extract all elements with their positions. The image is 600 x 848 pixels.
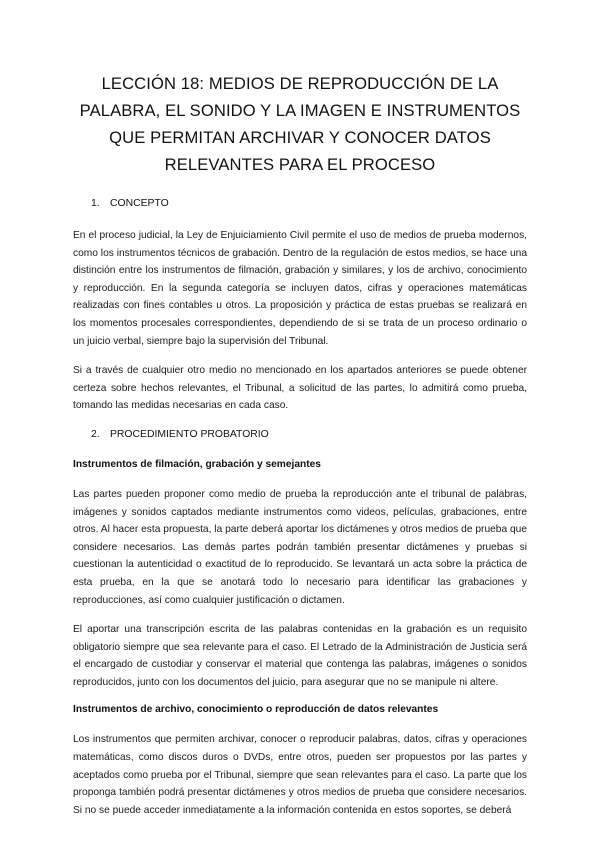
subsection-heading: Instrumentos de filmación, grabación y semejantes — [73, 458, 321, 470]
section-number: 2. — [91, 428, 100, 440]
paragraph: Los instrumentos que permiten archivar, conocer o reproducir palabras, datos, cifras y operaciones matemáticas, como discos duros o DVDs, entre otros, pueden ser propuestos por las partes y aceptados como prueba por el Tribunal, siempre que sean relevantes para el caso. La parte que los proponga también podrá presentar dictámenes y otros medios de prueba que considere necesarios. Si no se puede acceder inmediatamente a la información contenida en estos soportes, se deberá — [73, 734, 527, 816]
paragraph: Las partes pueden proponer como medio de prueba la reproducción ante el tribunal de palabras, imágenes y sonidos captados mediante instrumentos como videos, películas, grabaciones, entre otros. Al hacer esta propuesta, la parte deberá aportar los dictámenes y otros medios de prueba que considere necesarios. Las demás partes podrán también presentar dictámenes y pruebas si cuestionan la autenticidad o exactitud de lo reproducido. Se levantará un acta sobre la práctica de esta prueba, en la que se anotará todo lo necesario para identificar las grabaciones y reproducciones, así como cualquier justificación o dictamen. — [73, 488, 527, 606]
document-title: LECCIÓN 18: MEDIOS DE REPRODUCCIÓN DE LA PALABRA, EL SONIDO Y LA IMAGEN E INSTRUMENTOS QUE PERMITAN ARCHIVAR Y CONOCER DATOS RELEVANTES PARA EL PROCESO — [79, 74, 521, 174]
section-heading-concepto — [91, 197, 527, 211]
section-title: CONCEPTO — [110, 198, 169, 209]
subsection-heading: Instrumentos de archivo, conocimiento o reproducción de datos relevantes — [73, 704, 439, 716]
paragraph: Si a través de cualquier otro medio no mencionado en los apartados anteriores se puede obtener certeza sobre hechos relevantes, el Tribunal, a solicitud de las partes, lo admitirá como prueba, tomando las medidas necesarias en cada caso. — [73, 365, 527, 412]
section-number: 1. — [91, 198, 100, 209]
paragraph: En el proceso judicial, la Ley de Enjuiciamiento Civil permite el uso de medios de prueba modernos, como los instrumentos técnicos de grabación. Dentro de la regulación de estos medios, se hace una distinción entre los instrumentos de filmación, grabación y similares, y los de archivo, conocimiento y reproducción. En la segunda categoría se incluyen datos, cifras y operaciones matemáticas realizadas con fines contables u otros. La proposición y práctica de estas pruebas se realizará en los momentos procesales correspondientes, dependiendo de si se trata de un proceso ordinario o un juicio verbal, siempre bajo la supervisión del Tribunal. — [73, 230, 527, 347]
section-title: PROCEDIMIENTO PROBATORIO — [110, 428, 269, 440]
section-heading-procedimiento — [91, 428, 527, 442]
paragraph: El aportar una transcripción escrita de las palabras contenidas en la grabación es un requisito obligatorio siempre que sea relevante para el caso. El Letrado de la Administración de Justicia será el encargado de custodiar y conservar el material que contenga las palabras, imágenes o sonidos reproducidos, junto con los documentos del juicio, para asegurar que no se manipule ni altere. — [73, 624, 527, 688]
